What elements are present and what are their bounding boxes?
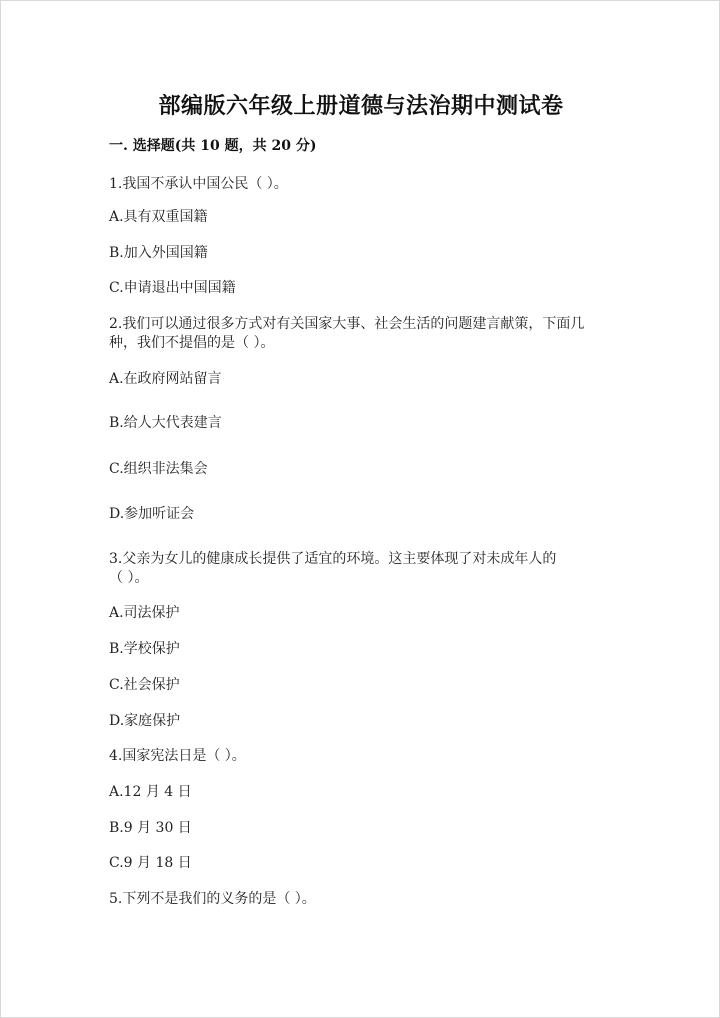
question-5-stem: 5.下列不是我们的义务的是（ ）。: [109, 891, 316, 907]
question-4-option-b: B.9 月 30 日: [109, 820, 192, 836]
question-2-stem-line-2: 种，我们不提倡的是（ ）。: [109, 335, 275, 351]
question-3-option-c: C.社会保护: [109, 677, 180, 693]
question-3-option-b: B.学校保护: [109, 641, 180, 657]
question-1-option-a: A.具有双重国籍: [109, 209, 208, 225]
question-3-option-a: A.司法保护: [109, 605, 180, 621]
question-3-stem-line-2: （ ）。: [109, 570, 149, 586]
question-1-option-b: B.加入外国国籍: [109, 245, 208, 261]
question-2-option-d: D.参加听证会: [109, 506, 195, 522]
question-4-option-a: A.12 月 4 日: [109, 784, 192, 800]
section-heading: 一. 选择题(共 10 题，共 20 分): [109, 138, 317, 154]
question-3-option-d: D.家庭保护: [109, 713, 181, 729]
question-2-option-c: C.组织非法集会: [109, 461, 208, 477]
exam-title: 部编版六年级上册道德与法治期中测试卷: [158, 93, 564, 119]
question-4-stem: 4.国家宪法日是（ ）。: [109, 748, 246, 764]
question-2-option-a: A.在政府网站留言: [109, 371, 222, 387]
question-2-stem-line-1: 2.我们可以通过很多方式对有关国家大事、社会生活的问题建言献策，下面几: [109, 316, 585, 332]
question-2-option-b: B.给人大代表建言: [109, 415, 222, 431]
question-3-stem-line-1: 3.父亲为女儿的健康成长提供了适宜的环境。这主要体现了对未成年人的: [109, 551, 557, 567]
question-1-option-c: C.申请退出中国国籍: [109, 280, 236, 296]
question-1-stem: 1.我国不承认中国公民（ ）。: [109, 176, 288, 192]
question-4-option-c: C.9 月 18 日: [109, 855, 192, 871]
